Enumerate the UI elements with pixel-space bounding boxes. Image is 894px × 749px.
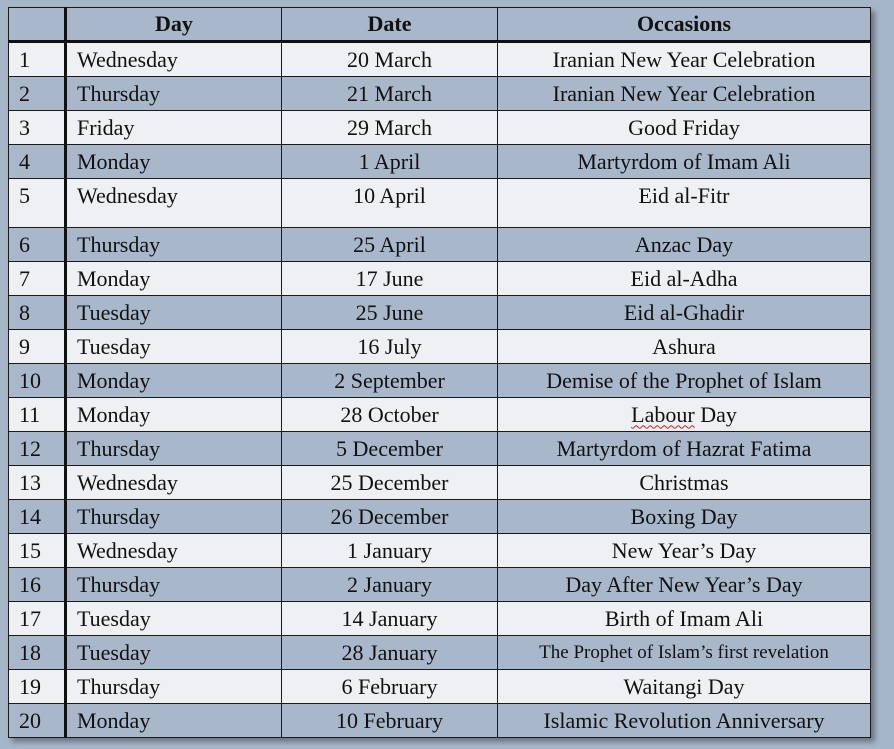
- table-row: [9, 228, 871, 262]
- header-day: Day: [66, 8, 282, 42]
- row-number: 20: [9, 704, 66, 738]
- row-number: 16: [9, 568, 66, 602]
- row-number: 6: [9, 228, 66, 262]
- row-occasion: Christmas: [498, 466, 871, 500]
- row-number: 3: [9, 111, 66, 145]
- table-row: [9, 262, 871, 296]
- spellcheck-marked-word: Labour: [631, 401, 695, 427]
- row-day: Wednesday: [66, 42, 282, 77]
- table-row: [9, 296, 871, 330]
- row-day: Tuesday: [66, 636, 282, 670]
- row-number: 5: [9, 179, 66, 228]
- row-day: Monday: [66, 262, 282, 296]
- row-date: 5 December: [282, 432, 498, 466]
- table-row: [9, 568, 871, 602]
- table-row: [9, 602, 871, 636]
- row-day: Friday: [66, 111, 282, 145]
- row-occasion: Eid al-Ghadir: [498, 296, 871, 330]
- row-number: 1: [9, 42, 66, 77]
- row-date: 28 January: [282, 636, 498, 670]
- row-date: 1 January: [282, 534, 498, 568]
- row-number: 10: [9, 364, 66, 398]
- table-row: [9, 534, 871, 568]
- holidays-table: [8, 7, 871, 738]
- row-date: 2 September: [282, 364, 498, 398]
- row-occasion: Iranian New Year Celebration: [498, 77, 871, 111]
- row-occasion: Waitangi Day: [498, 670, 871, 704]
- row-day: Tuesday: [66, 296, 282, 330]
- row-occasion: Eid al-Fitr: [498, 179, 871, 228]
- row-date: 1 April: [282, 145, 498, 179]
- table-row: [9, 330, 871, 364]
- row-date: 16 July: [282, 330, 498, 364]
- row-occasion: Eid al-Adha: [498, 262, 871, 296]
- row-date: 25 December: [282, 466, 498, 500]
- header-number: [9, 8, 66, 42]
- row-date: 10 February: [282, 704, 498, 738]
- table-row: [9, 670, 871, 704]
- row-occasion: Martyrdom of Imam Ali: [498, 145, 871, 179]
- row-occasion: Good Friday: [498, 111, 871, 145]
- row-occasion: Martyrdom of Hazrat Fatima: [498, 432, 871, 466]
- row-date: 26 December: [282, 500, 498, 534]
- row-number: 9: [9, 330, 66, 364]
- table-row: [9, 466, 871, 500]
- row-day: Tuesday: [66, 602, 282, 636]
- row-occasion: Demise of the Prophet of Islam: [498, 364, 871, 398]
- row-date: 29 March: [282, 111, 498, 145]
- row-number: 7: [9, 262, 66, 296]
- table-row: [9, 364, 871, 398]
- row-day: Monday: [66, 398, 282, 432]
- table-row: [9, 636, 871, 670]
- table-row: [9, 42, 871, 77]
- row-occasion: Boxing Day: [498, 500, 871, 534]
- row-day: Thursday: [66, 568, 282, 602]
- row-day: Thursday: [66, 432, 282, 466]
- row-number: 8: [9, 296, 66, 330]
- row-day: Thursday: [66, 77, 282, 111]
- row-occasion: New Year’s Day: [498, 534, 871, 568]
- row-number: 14: [9, 500, 66, 534]
- row-date: 2 January: [282, 568, 498, 602]
- row-date: 25 June: [282, 296, 498, 330]
- row-number: 17: [9, 602, 66, 636]
- row-date: 20 March: [282, 42, 498, 77]
- occasion-rest: Day: [694, 401, 737, 427]
- header-row: [9, 8, 871, 42]
- row-occasion: Anzac Day: [498, 228, 871, 262]
- row-number: 15: [9, 534, 66, 568]
- row-day: Wednesday: [66, 179, 282, 228]
- row-occasion: Day After New Year’s Day: [498, 568, 871, 602]
- row-day: Wednesday: [66, 466, 282, 500]
- row-date: 10 April: [282, 179, 498, 228]
- row-occasion: [498, 398, 871, 432]
- row-date: 6 February: [282, 670, 498, 704]
- row-date: 25 April: [282, 228, 498, 262]
- row-day: Tuesday: [66, 330, 282, 364]
- table-row: [9, 432, 871, 466]
- row-day: Thursday: [66, 500, 282, 534]
- table-row: [9, 398, 871, 432]
- row-occasion: Islamic Revolution Anniversary: [498, 704, 871, 738]
- row-occasion: Birth of Imam Ali: [498, 602, 871, 636]
- row-occasion: Ashura: [498, 330, 871, 364]
- row-day: Monday: [66, 145, 282, 179]
- row-date: 17 June: [282, 262, 498, 296]
- row-day: Thursday: [66, 670, 282, 704]
- row-number: 12: [9, 432, 66, 466]
- table-row: [9, 704, 871, 738]
- row-date: 28 October: [282, 398, 498, 432]
- row-number: 11: [9, 398, 66, 432]
- table-row: [9, 111, 871, 145]
- header-date: Date: [282, 8, 498, 42]
- table-row: [9, 179, 871, 228]
- table-row: [9, 500, 871, 534]
- row-day: Thursday: [66, 228, 282, 262]
- row-date: 14 January: [282, 602, 498, 636]
- header-occasions: Occasions: [498, 8, 871, 42]
- row-occasion: Iranian New Year Celebration: [498, 42, 871, 77]
- row-day: Monday: [66, 364, 282, 398]
- table-row: [9, 77, 871, 111]
- row-number: 2: [9, 77, 66, 111]
- table-row: [9, 145, 871, 179]
- row-day: Monday: [66, 704, 282, 738]
- row-number: 18: [9, 636, 66, 670]
- row-number: 19: [9, 670, 66, 704]
- row-occasion: The Prophet of Islam’s first revelation: [498, 636, 871, 670]
- row-date: 21 March: [282, 77, 498, 111]
- row-number: 13: [9, 466, 66, 500]
- row-day: Wednesday: [66, 534, 282, 568]
- row-number: 4: [9, 145, 66, 179]
